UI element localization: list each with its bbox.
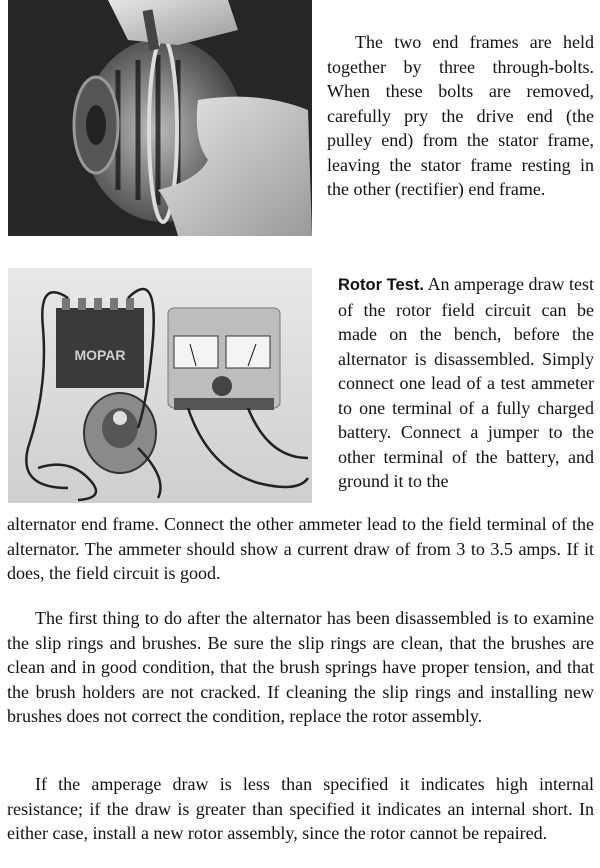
slip-rings-paragraph: The first thing to do after the alternator has been disassembled is to examine the slip rings and brushes. Be sure the slip rings are clean, that the brushes are clean and in good condition, that the brush springs have proper tension, and that the brush holders are not cracked. If cleaning the slip rings and installing new brushes does not correct the condition, replace the rotor assembly.: [7, 608, 594, 726]
amperage-draw-paragraph: If the amperage draw is less than specified it indicates high internal resistance; if the draw is greater than specified it indicates an internal short. In either case, install a new rotor assembly, since the rotor cannot be repaired.: [7, 774, 594, 843]
end-frames-paragraph: The two end frames are held together by three through-bolts. When these bolts are removed, carefully pry the drive end (the pulley end) from the stator frame, leaving the stator frame resting in the other (rectifier) end frame.: [327, 32, 594, 199]
alternator-disassembly-illustration: [8, 0, 312, 236]
rotor-test-heading: Rotor Test.: [338, 276, 424, 294]
rotor-test-paragraph: [338, 272, 594, 494]
rotor-test-text: An amperage draw test of the rotor field circuit can be made on the bench, before the alternator is disassembled. Simply connect one lead of a test ammeter to one terminal of a fully charged battery. Connect a jumper to the other terminal of the battery, and ground it to the: [338, 274, 594, 491]
battery-label: MOPAR: [74, 347, 126, 363]
rotor-test-photo: [8, 268, 312, 503]
rotor-test-continuation: alternator end frame. Connect the other ammeter lead to the field terminal of the alternator. The ammeter should show a current draw of from 3 to 3.5 amps. If it does, the field circuit is good.: [7, 514, 594, 583]
rotor-test-illustration: [8, 268, 312, 503]
alternator-disassembly-photo: [8, 0, 312, 236]
